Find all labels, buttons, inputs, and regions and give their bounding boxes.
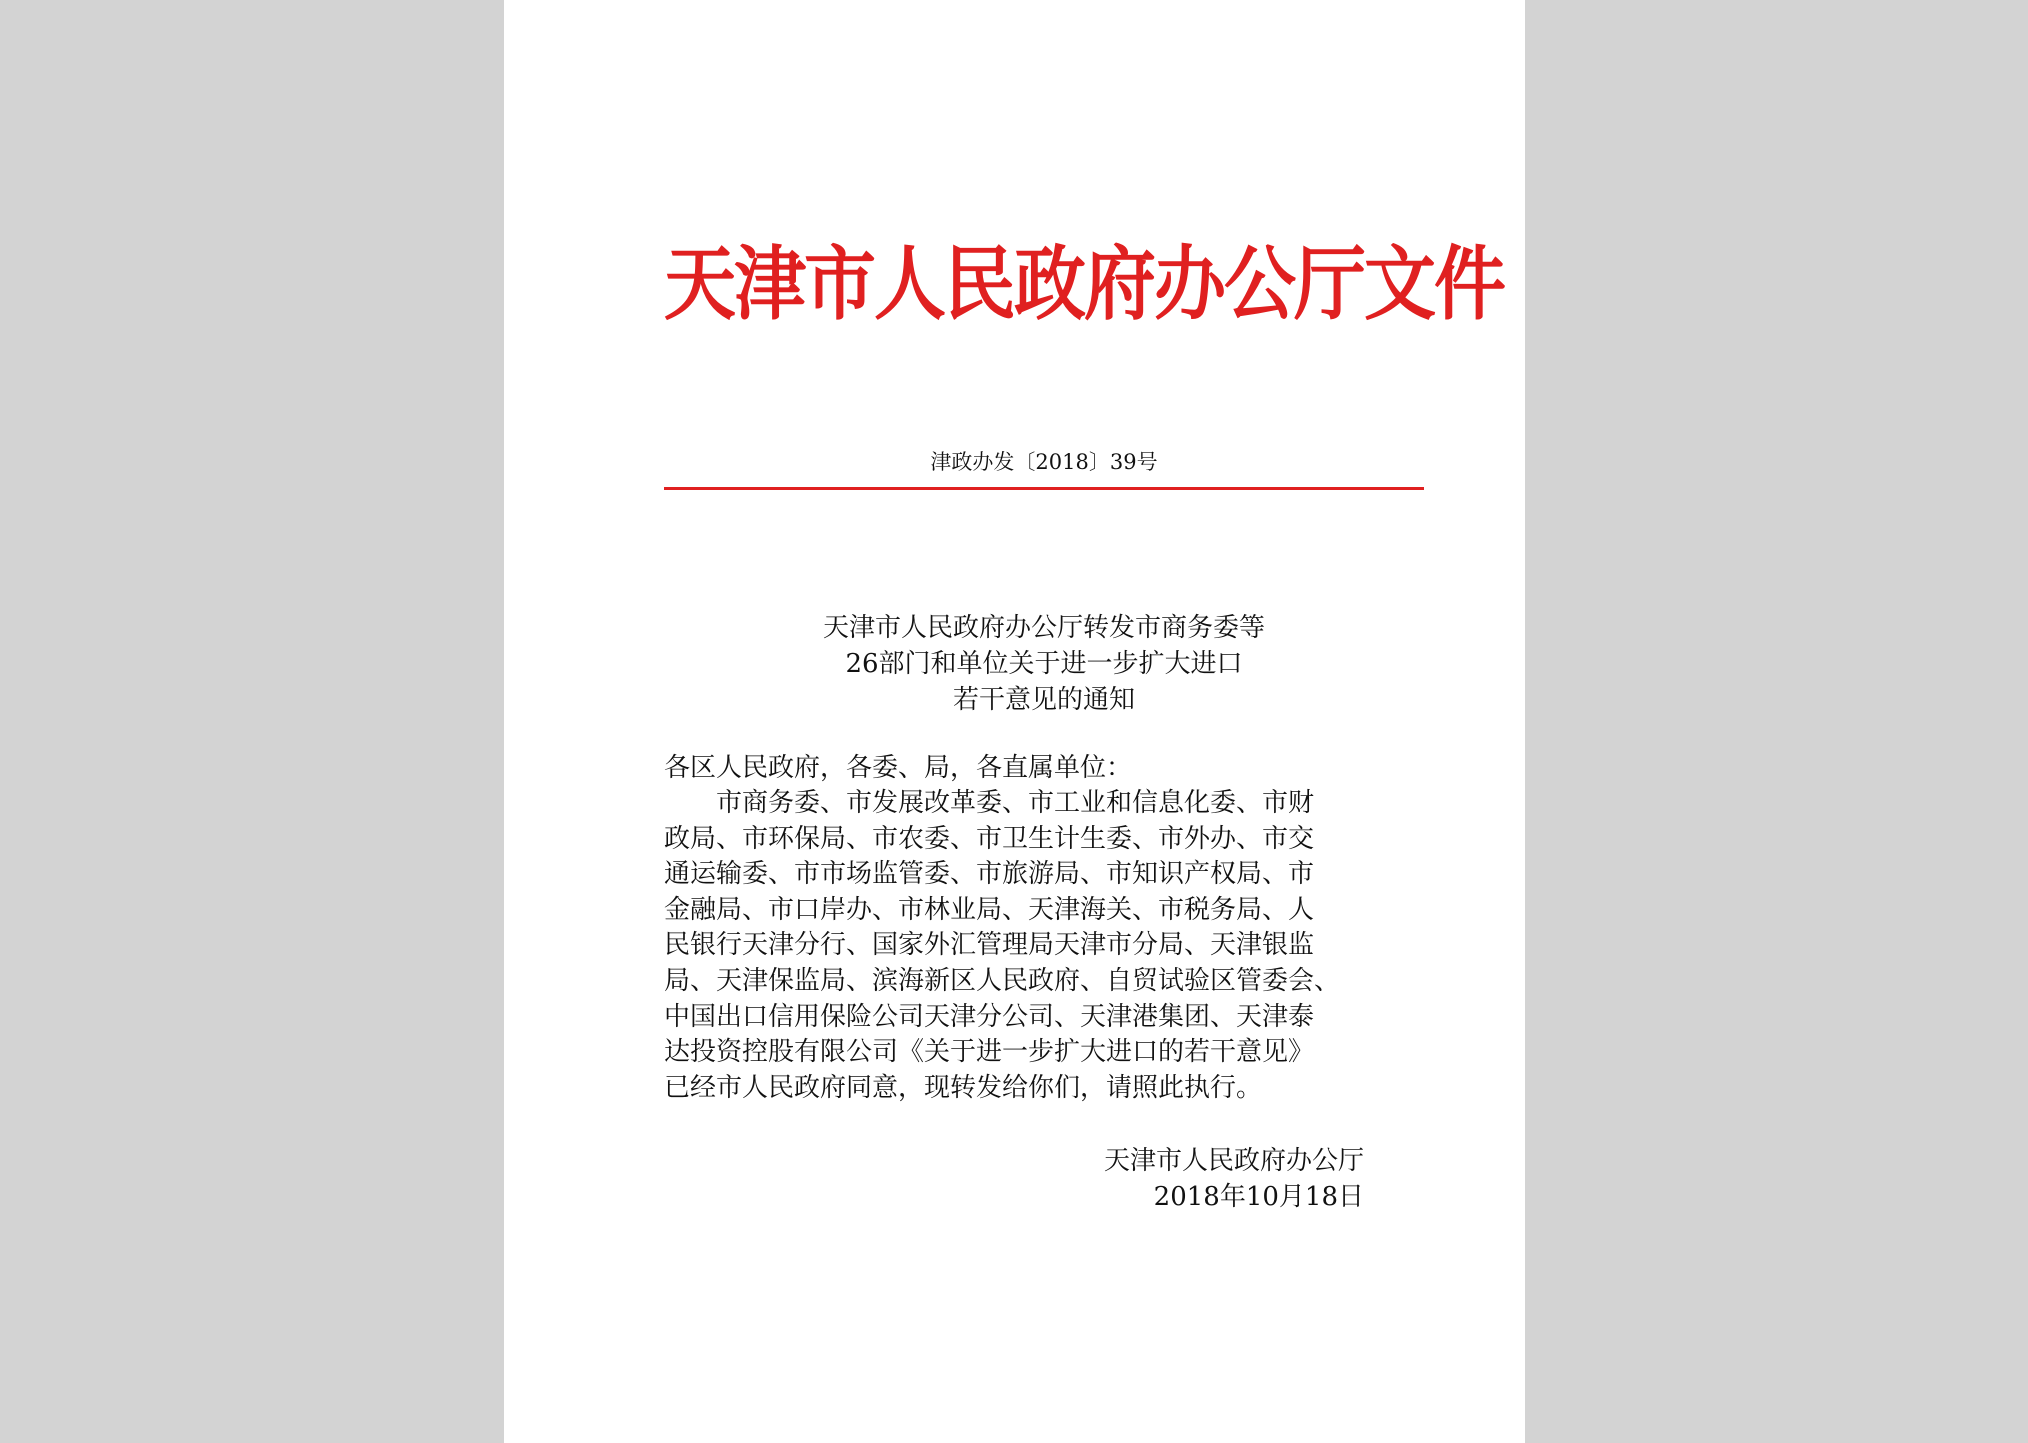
- notice-title: [664, 610, 1424, 718]
- body-line: 已经市人民政府同意，现转发给你们，请照此执行。: [664, 1072, 1263, 1103]
- notice-title-line: 天津市人民政府办公厅转发市商务委等: [822, 613, 1265, 643]
- body-line: 民银行天津分行、国家外汇管理局天津市分局、天津银监: [664, 930, 1315, 961]
- body-line: 达投资控股有限公司《关于进一步扩大进口的若干意见》: [664, 1037, 1315, 1068]
- notice-title-line: 26部门和单位关于进一步扩大进口: [845, 649, 1243, 679]
- document-header-title: 天津市人民政府办公厅文件: [664, 236, 1505, 332]
- notice-title-line: 若干意见的通知: [952, 685, 1135, 715]
- body-line: 市商务委、市发展改革委、市工业和信息化委、市财: [664, 788, 1315, 818]
- body-line: 局、天津保监局、滨海新区人民政府、自贸试验区管委会、: [664, 965, 1341, 996]
- body-line: 中国出口信用保险公司天津分公司、天津港集团、天津泰: [664, 1001, 1315, 1032]
- body-paragraph: [664, 786, 1424, 1106]
- body-line: 金融局、市口岸办、市林业局、天津海关、市税务局、人: [664, 894, 1315, 925]
- body-line: 通运输委、市市场监管委、市旅游局、市知识产权局、市: [664, 859, 1315, 890]
- salutation: 各区人民政府，各委、局，各直属单位：: [664, 753, 1133, 783]
- document-number: 津政办发〔2018〕39号: [930, 450, 1158, 474]
- issuer-signature: 天津市人民政府办公厅: [1103, 1146, 1364, 1176]
- issue-date: 2018年10月18日: [1153, 1182, 1364, 1212]
- document-page: [504, 0, 1525, 1443]
- body-line: 政局、市环保局、市农委、市卫生计生委、市外办、市交: [664, 823, 1315, 854]
- red-divider-line: [664, 487, 1424, 490]
